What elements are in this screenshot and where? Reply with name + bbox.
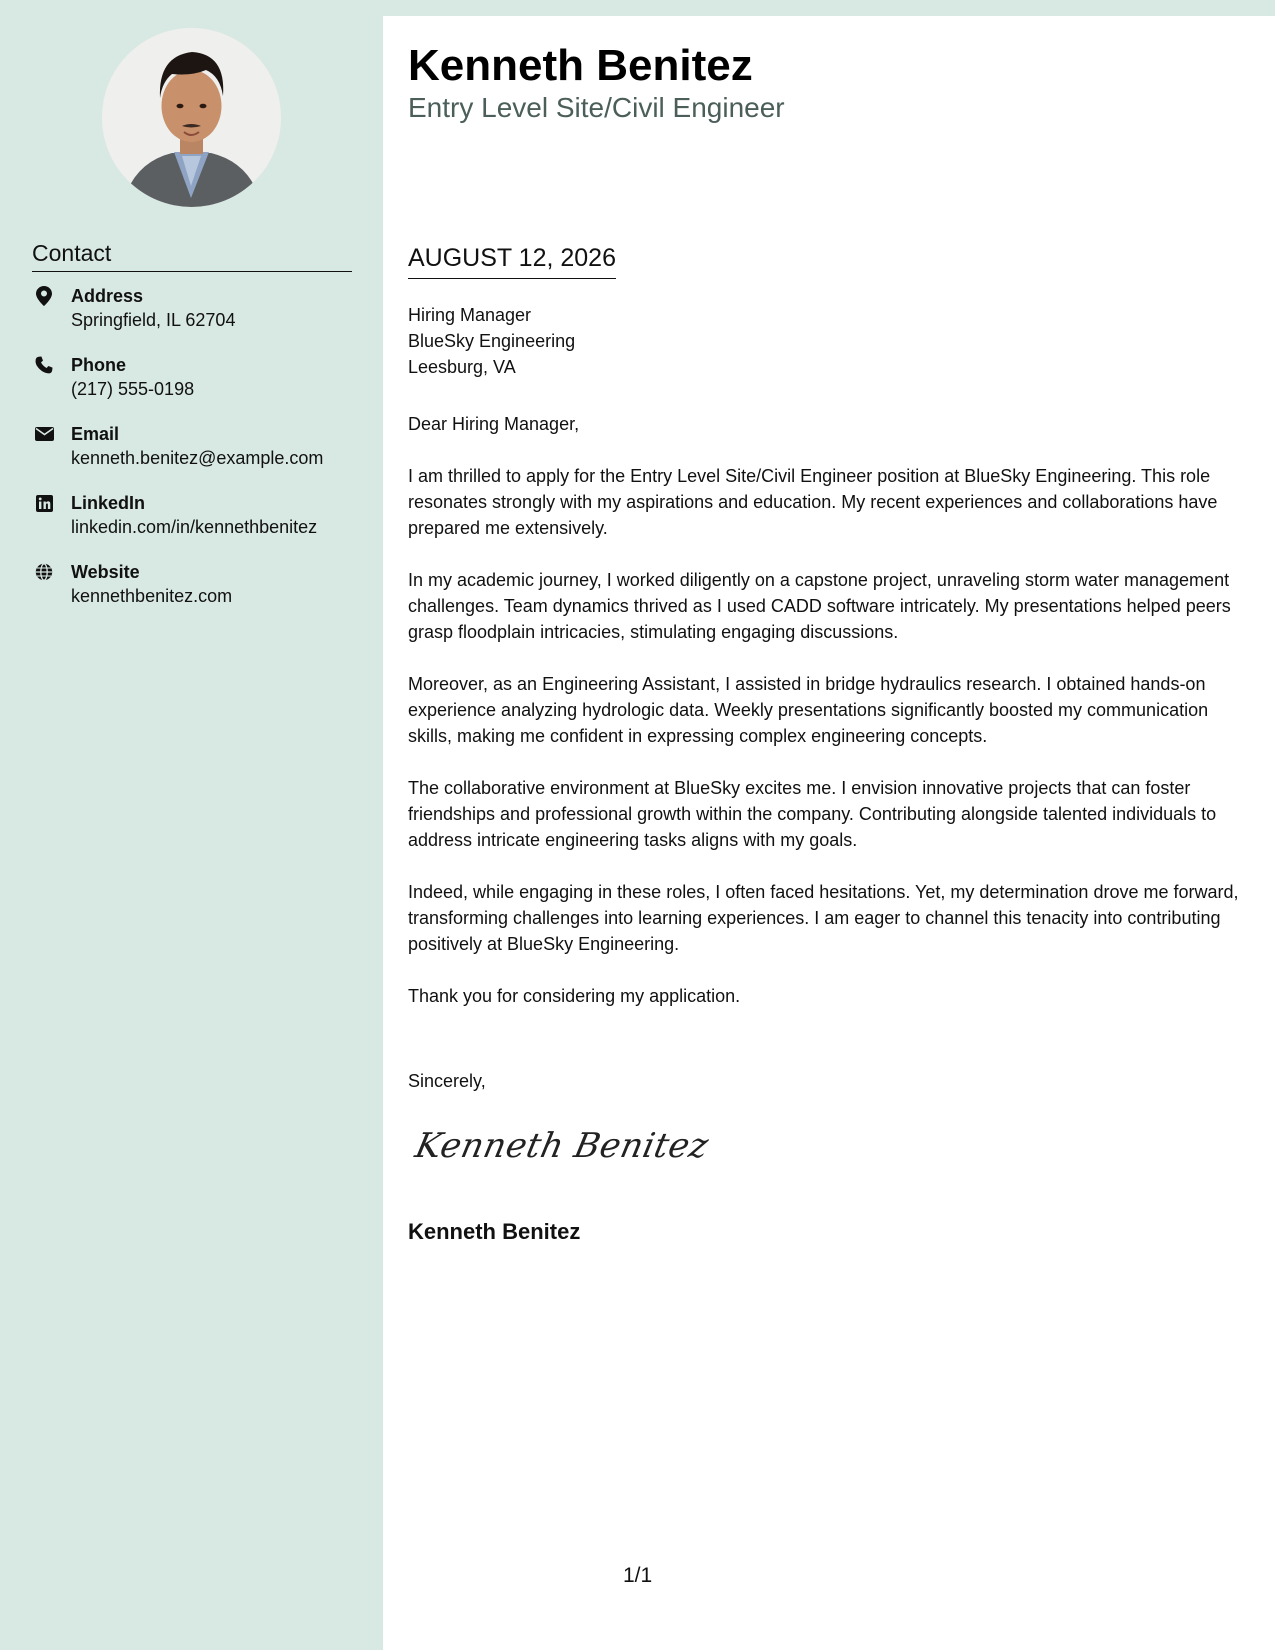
closing: Sincerely, xyxy=(408,1071,486,1091)
contact-phone xyxy=(32,353,372,401)
map-pin-icon xyxy=(34,286,54,306)
recipient-line: Hiring Manager xyxy=(408,305,532,325)
contact-value: (217) 555-0198 xyxy=(71,379,195,399)
recipient-block xyxy=(408,302,575,380)
letter-body xyxy=(383,16,1275,1650)
salutation: Dear Hiring Manager, xyxy=(408,414,580,434)
phone-icon xyxy=(34,355,54,375)
globe-icon xyxy=(34,562,54,582)
contact-value: linkedin.com/in/kennethbenitez xyxy=(71,517,318,537)
paragraph: Moreover, as an Engineering Assistant, I assisted in bridge hydraulics research. I obtained hands-on experience analyzing hydrologic data. Weekly presentations significantly boosted my communication skills, making me confident in expressing complex engineering concepts. xyxy=(408,674,1209,746)
contact-label: Phone xyxy=(71,355,127,375)
recipient-line: BlueSky Engineering xyxy=(408,331,576,351)
contact-label: Website xyxy=(71,562,140,582)
contact-website xyxy=(32,560,372,608)
paragraph: Indeed, while engaging in these roles, I often faced hesitations. Yet, my determination drove me forward, transforming challenges into learning experiences. I am eager to channel this tenacity into contributing positively at BlueSky Engineering. xyxy=(408,882,1239,954)
contact-label: LinkedIn xyxy=(71,493,146,513)
paragraph: I am thrilled to apply for the Entry Level Site/Civil Engineer position at BlueSky Engineering. This role resonates strongly with my aspirations and education. My recent experiences and collaborations have prepared me extensively. xyxy=(408,466,1218,538)
paragraph: Thank you for considering my application. xyxy=(408,986,741,1006)
contact-value: kenneth.benitez@example.com xyxy=(71,448,324,468)
contact-email xyxy=(32,422,372,470)
envelope-icon xyxy=(34,424,54,444)
signer-name: Kenneth Benitez xyxy=(408,1219,581,1244)
contact-linkedin xyxy=(32,491,372,539)
contact-label: Email xyxy=(71,424,120,444)
contact-list xyxy=(32,284,372,629)
page-number: 1/1 xyxy=(623,1564,653,1587)
signature: Kenneth Benitez xyxy=(411,1126,713,1166)
paragraph: In my academic journey, I worked diligently on a capstone project, unraveling storm water management challenges. Team dynamics thrived as I used CADD software intricately. My presentations helped peers grasp floodplain intricacies, stimulating engaging discussions. xyxy=(408,570,1231,642)
contact-value: kennethbenitez.com xyxy=(71,586,233,606)
letter-date: AUGUST 12, 2026 xyxy=(408,244,616,279)
contact-address xyxy=(32,284,372,332)
applicant-role: Entry Level Site/Civil Engineer xyxy=(408,92,785,123)
sidebar xyxy=(0,0,383,1650)
paragraph: The collaborative environment at BlueSky excites me. I envision innovative projects that can foster friendships and professional growth within the company. Contributing alongside talented individuals to address intricate engineering tasks aligns with my goals. xyxy=(408,778,1217,850)
profile-photo xyxy=(102,28,281,207)
applicant-name: Kenneth Benitez xyxy=(408,41,753,90)
recipient-line: Leesburg, VA xyxy=(408,357,516,377)
linkedin-icon xyxy=(34,493,54,513)
contact-value: Springfield, IL 62704 xyxy=(71,310,236,330)
letter-text xyxy=(408,411,1248,1035)
contact-label: Address xyxy=(71,286,144,306)
contact-heading: Contact xyxy=(32,240,352,272)
